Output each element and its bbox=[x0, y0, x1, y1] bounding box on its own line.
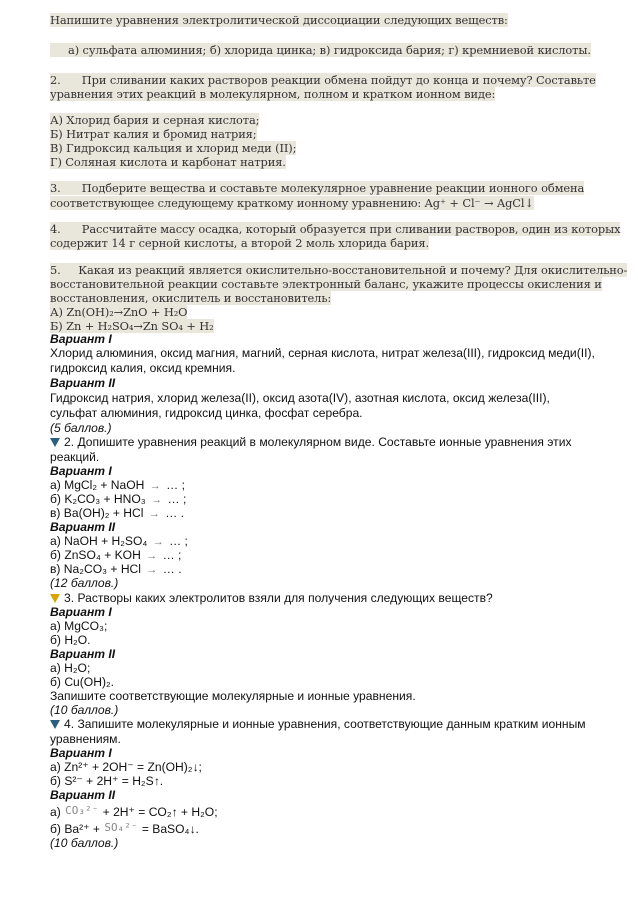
q2-v2-a: а) NaOH + H₂SO₄ → … ; bbox=[50, 534, 188, 548]
part1-variant2-text: Гидроксид натрия, хлорид железа(II), оксид азота(IV), азотная кислота, оксид железа(III), сульфат алюминия, гидроксид цинка, фосфат серебра. bbox=[50, 391, 550, 420]
triangle-marker-icon bbox=[50, 720, 60, 729]
arrow-icon: → bbox=[152, 536, 164, 548]
task5-line2: восстановительной реакции составьте электронный баланс, укажите процессы окисления и bbox=[50, 277, 602, 291]
arrow-icon: → bbox=[146, 550, 158, 562]
q2-v2-b: б) ZnSO₄ + KOH → … ; bbox=[50, 548, 182, 562]
q4-v1-b: б) S²⁻ + 2H⁺ = H₂S↑. bbox=[50, 774, 164, 788]
carbonate-ion-image: CO₃²⁻ bbox=[65, 804, 99, 817]
task5-line3: восстановления, окислитель и восстановитель: bbox=[50, 291, 332, 305]
q4-title: 4. Запишите молекулярные и ионные уравнения, соответствующие данным кратким ионным уравнениям. bbox=[50, 717, 586, 746]
q2-v1-b: б) K₂CO₃ + HNO₃ → … ; bbox=[50, 492, 187, 506]
task5-option-a: А) Zn(OH)₂→ZnO + H₂O bbox=[50, 305, 188, 319]
option-a: А) Хлорид бария и серная кислота; bbox=[50, 113, 260, 127]
q3-v1-b: б) H₂O. bbox=[50, 633, 91, 647]
q3-v2-a: а) H₂O; bbox=[50, 661, 91, 675]
option-c: В) Гидроксид кальция и хлорид меди (II); bbox=[50, 141, 297, 155]
q4-v1-a: а) Zn²⁺ + 2OH⁻ = Zn(OH)₂↓; bbox=[50, 760, 202, 774]
q2-variant2-heading: Вариант II bbox=[50, 520, 116, 534]
q3-title: 3. Растворы каких электролитов взяли для получения следующих веществ? bbox=[50, 591, 493, 605]
task3-line2: соответствующее следующему краткому ионному уравнению: Ag⁺ + Cl⁻ → AgCl↓ bbox=[50, 196, 534, 210]
q2-v1-a: а) MgCl₂ + NaOH → … ; bbox=[50, 478, 185, 492]
part1-variant2-heading: Вариант II bbox=[50, 376, 116, 390]
intro-items: а) сульфата алюминия; б) хлорида цинка; в) гидроксида бария; г) кремниевой кислоты. bbox=[50, 43, 590, 57]
q2-variant1-heading: Вариант I bbox=[50, 464, 112, 478]
q2-title: 2. Допишите уравнения реакций в молекулярном виде. Составьте ионные уравнения этих реакций. bbox=[50, 435, 572, 464]
q3-note: Запишите соответствующие молекулярные и ионные уравнения. bbox=[50, 689, 416, 703]
arrow-icon: → bbox=[149, 480, 161, 492]
q3-variant1-heading: Вариант I bbox=[50, 605, 112, 619]
task2-line1: 2. При сливании каких растворов реакции обмена пойдут до конца и почему? Составьте bbox=[50, 73, 596, 87]
q4-score: (10 баллов.) bbox=[50, 836, 119, 850]
q4-v2-a: а) CO₃²⁻ + 2H⁺ = CO₂↑ + H₂O; bbox=[50, 804, 218, 819]
task5-option-b: Б) Zn + H₂SO₄→Zn SO₄ + H₂ bbox=[50, 319, 214, 333]
q3-v2-b: б) Cu(OH)₂. bbox=[50, 675, 115, 689]
part1-score: (5 баллов.) bbox=[50, 421, 112, 435]
q4-variant1-heading: Вариант I bbox=[50, 746, 112, 760]
q3-v1-a: а) MgCO₃; bbox=[50, 619, 108, 633]
q2-score: (12 баллов.) bbox=[50, 576, 119, 590]
sulfate-ion-image: SO₄²⁻ bbox=[104, 821, 138, 834]
part1-variant1-text: Хлорид алюминия, оксид магния, магний, серная кислота, нитрат железа(III), гидроксид меди(II), гидроксид калия, оксид кремния. bbox=[50, 346, 595, 375]
task4-line1: 4. Рассчитайте массу осадка, который образуется при сливании растворов, один из которых bbox=[50, 222, 621, 236]
q2-v1-c: в) Ba(OH)₂ + HCl → … . bbox=[50, 506, 185, 520]
task5-line1: 5. Какая из реакций является окислительно-восстановительной и почему? Для окислительно- bbox=[50, 263, 628, 277]
triangle-marker-icon bbox=[50, 438, 60, 447]
option-d: Г) Соляная кислота и карбонат натрия. bbox=[50, 155, 286, 169]
arrow-icon: → bbox=[146, 564, 158, 576]
option-b: Б) Нитрат калия и бромид натрия; bbox=[50, 127, 257, 141]
arrow-icon: → bbox=[148, 508, 160, 520]
task2-line2: уравнения этих реакций в молекулярном, полном и кратком ионном виде: bbox=[50, 87, 496, 101]
arrow-icon: → bbox=[151, 494, 163, 506]
q2-v2-c: в) Na₂CO₃ + HCl → … . bbox=[50, 562, 182, 576]
q4-v2-b: б) Ba²⁺ + SO₄²⁻ = BaSO₄↓. bbox=[50, 821, 199, 836]
q3-score: (10 баллов.) bbox=[50, 703, 119, 717]
part1-variant1-heading: Вариант I bbox=[50, 332, 112, 346]
q4-variant2-heading: Вариант II bbox=[50, 788, 116, 802]
task3-line1: 3. Подберите вещества и составьте молекулярное уравнение реакции ионного обмена bbox=[50, 181, 585, 195]
q3-variant2-heading: Вариант II bbox=[50, 647, 116, 661]
task4-line2: содержит 14 г серной кислоты, а второй 2 моль хлорида бария. bbox=[50, 236, 430, 250]
intro-instruction: Напишите уравнения электролитической диссоциации следующих веществ: bbox=[50, 13, 508, 27]
triangle-marker-icon bbox=[50, 594, 60, 603]
